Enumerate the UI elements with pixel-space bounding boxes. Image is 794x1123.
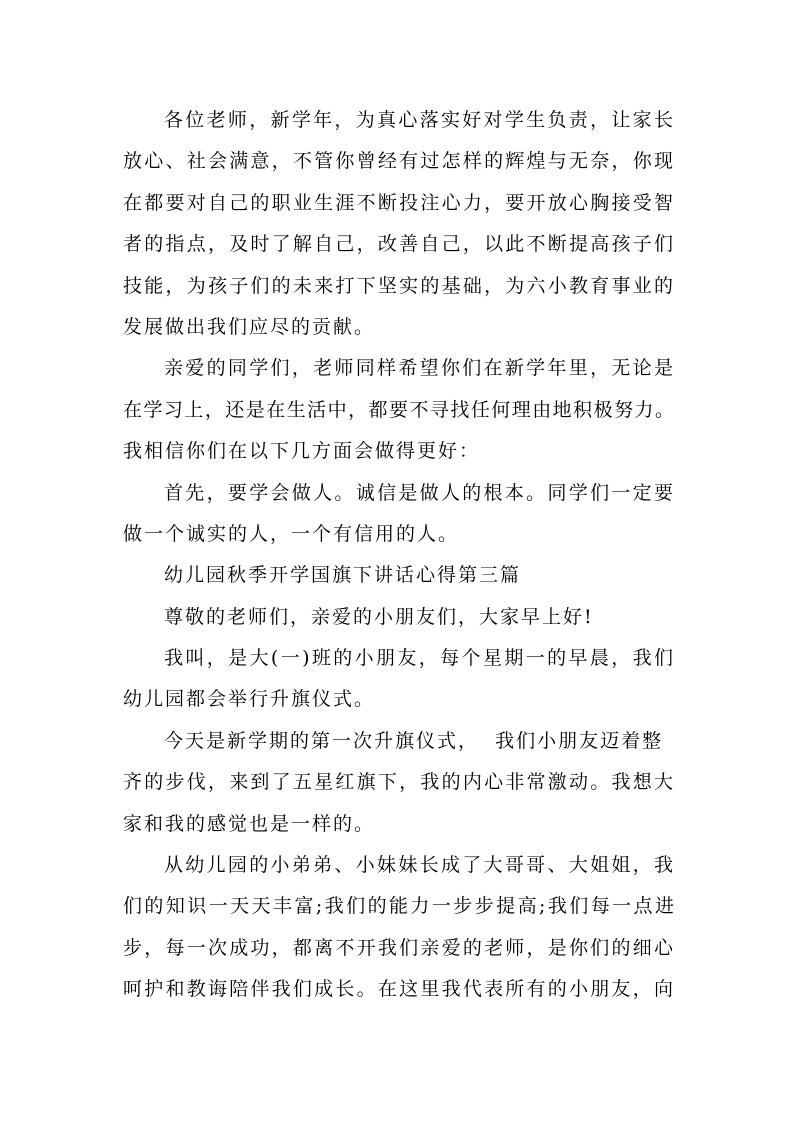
text-line: 放心、社会满意，不管你曾经有过怎样的辉煌与无奈，你现 [123, 150, 675, 173]
text-line: 幼儿园都会举行升旗仪式。 [123, 688, 376, 711]
text-line: 做一个诚实的人，一个有信用的人。 [123, 522, 460, 545]
text-line: 们的知识一天天丰富;我们的能力一步步提高;我们每一点进 [123, 895, 675, 918]
body-text [123, 100, 675, 1011]
text-line: 家和我的感觉也是一样的。 [123, 812, 376, 835]
text-line: 亲爱的同学们，老师同样希望你们在新学年里，无论是 [164, 357, 675, 380]
text-line: 发展做出我们应尽的贡献。 [123, 315, 376, 338]
text-line: 者的指点，及时了解自己，改善自己，以此不断提高孩子们 [123, 233, 675, 256]
text-line: 尊敬的老师们，亲爱的小朋友们，大家早上好! [164, 605, 594, 628]
text-line: 我相信你们在以下几方面会做得更好： [123, 440, 481, 463]
text-line: 在都要对自己的职业生涯不断投注心力，要开放心胸接受智 [123, 191, 675, 214]
text-line: 齐的步伐，来到了五星红旗下，我的内心非常激动。我想大 [123, 771, 675, 794]
text-line: 呵护和教诲陪伴我们成长。在这里我代表所有的小朋友，向 [123, 978, 675, 1001]
text-line: 我叫，是大(一)班的小朋友，每个星期一的早晨，我们 [164, 647, 675, 670]
text-line: 今天是新学期的第一次升旗仪式， 我们小朋友迈着整 [164, 729, 664, 752]
section-heading: 幼儿园秋季开学国旗下讲话心得第三篇 [164, 564, 522, 587]
text-line: 从幼儿园的小弟弟、小妹妹长成了大哥哥、大姐姐，我 [164, 854, 675, 877]
text-line: 首先，要学会做人。诚信是做人的根本。同学们一定要 [164, 481, 675, 504]
text-line: 步，每一次成功，都离不开我们亲爱的老师，是你们的细心 [123, 936, 675, 959]
text-line: 在学习上，还是在生活中，都要不寻找任何理由地积极努力。 [123, 398, 675, 421]
text-line: 技能，为孩子们的未来打下坚实的基础，为六小教育事业的 [123, 274, 675, 297]
text-line: 各位老师，新学年，为真心落实好对学生负责，让家长 [164, 109, 675, 131]
